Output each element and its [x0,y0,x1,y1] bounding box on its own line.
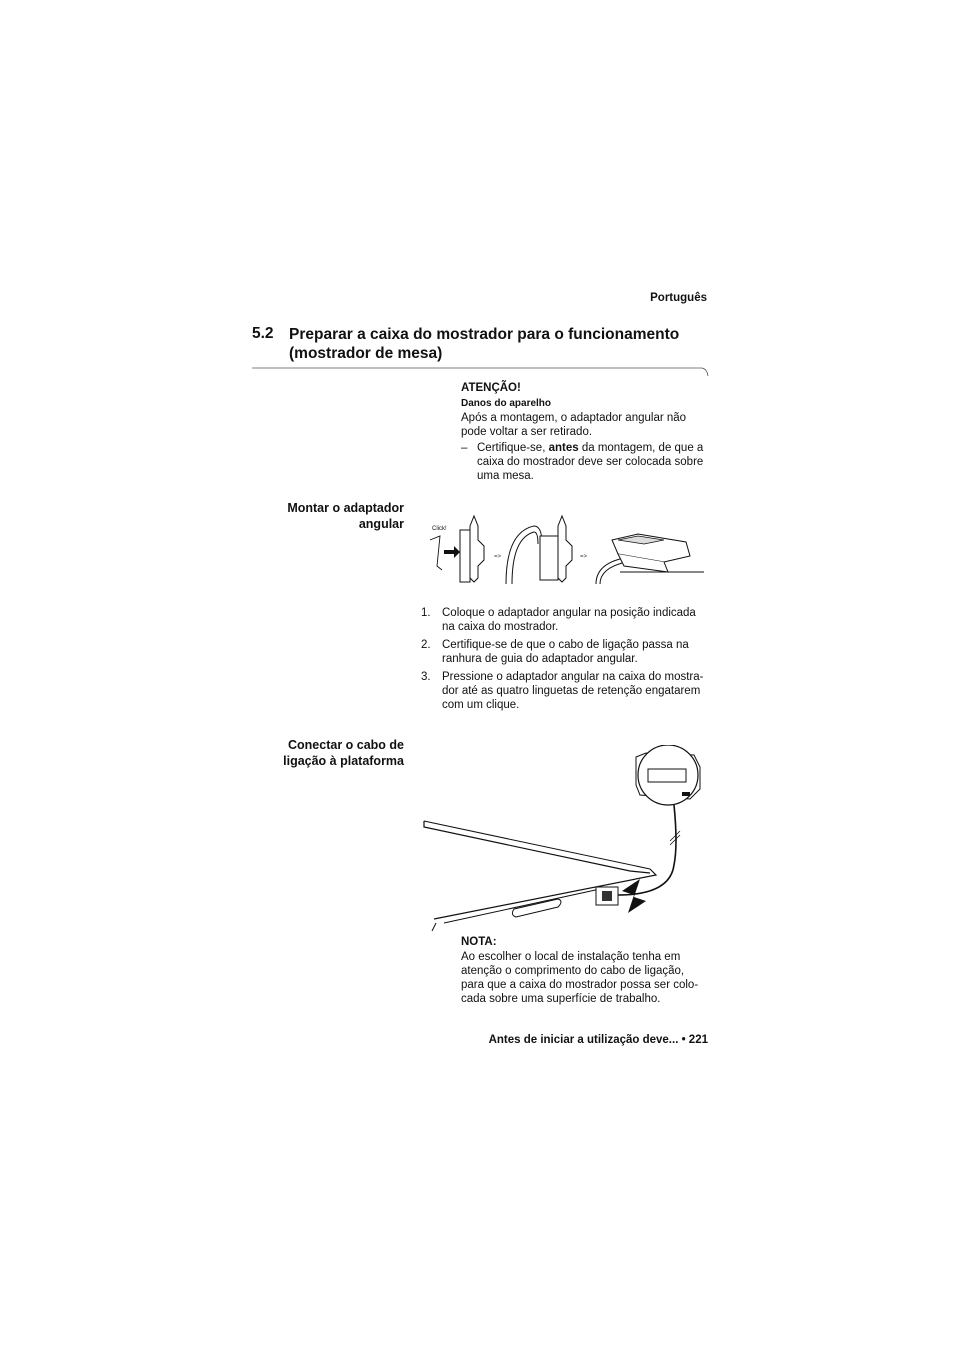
section-number: 5.2 [252,325,274,342]
bullet-line-2: caixa do mostrador deve ser colocada sobre [477,456,704,468]
section-title-line-2: (mostrador de mesa) [289,345,443,362]
list-item [421,606,713,634]
step-number: 3. [421,671,431,683]
platform-top-edge [424,821,650,873]
attention-bullet [461,441,711,483]
list-item [421,638,713,666]
connect-cable-heading [252,737,404,769]
bullet-bold-word: antes [548,442,579,454]
display-housing-side-1 [470,516,484,582]
bullet-line-3: uma mesa. [477,470,534,482]
step-text-line: dor até as quatro linguetas de retenção engatarem [442,685,701,697]
attention-subheading: Danos do aparelho [461,398,552,409]
section-title-line-1: Preparar a caixa do mostrador para o funcionamento [289,326,680,343]
step-text-line: com um clique. [442,699,520,711]
cable-to-display-inner [600,562,626,584]
connect-cable-heading-line-1: Conectar o cabo de [288,738,404,752]
note-line-4: cada sobre uma superfície de trabalho. [461,993,661,1005]
step-number: 2. [421,639,431,651]
bullet-dash: – [461,442,468,454]
connection-cable [618,805,676,895]
connect-cable-heading-line-2: ligação à plataforma [283,754,404,768]
note-line-3: para que a caixa do mostrador possa ser colo- [461,979,699,991]
note-line-1: Ao escolher o local de instalação tenha em [461,951,681,963]
bullet-text-before: Certifique-se, [477,442,549,454]
step-text-line: Certifique-se de que o cabo de ligação passa na [442,639,689,651]
step-arrow-1: => [494,554,502,560]
note-heading: NOTA: [461,936,497,948]
step-number: 1. [421,607,431,619]
adapter-mounting-figure [424,510,706,586]
bullet-text-after: da montagem, de que a [578,442,704,454]
display-screen-icon [648,769,686,782]
step-text-line: na caixa do mostrador. [442,621,559,633]
display-housing-side-2 [558,516,572,582]
attention-text-line-1: Após a montagem, o adaptador angular não [461,412,687,424]
attention-text-line-2: pode voltar a ser retirado. [461,426,593,438]
platform-cable-figure [420,745,710,935]
section-divider [252,367,712,379]
step-text-line: ranhura de guia do adaptador angular. [442,653,638,665]
note-text [461,950,711,1006]
adapter-part-icon [430,536,442,570]
push-arrow-icon [444,546,460,558]
mount-adapter-heading-line-1: Montar o adaptador [287,501,404,515]
page-footer: Antes de iniciar a utilização deve... • 221 [488,1034,708,1046]
display-back-plate-2 [540,536,558,580]
section-title [289,325,729,363]
step-text-line: Coloque o adaptador angular na posição indicada [442,607,696,619]
platform-front-edge [434,869,656,919]
mount-adapter-heading-line-2: angular [358,517,404,531]
mount-adapter-heading [252,500,404,532]
attention-heading: ATENÇÃO! [461,382,521,394]
attention-text [461,411,709,439]
insert-arrow-icon [622,879,646,913]
bullet-line-1 [477,441,703,455]
step-arrow-2: => [580,554,588,560]
mounting-steps-list [421,606,713,716]
step-text-line: Pressione o adaptador angular na caixa do mostra- [442,671,704,683]
display-back-plate-1 [460,530,470,582]
list-item [421,670,713,712]
cable-curve-inner [512,532,538,584]
note-line-2: atenção o comprimento do cabo de ligação, [461,965,685,977]
click-label: Click! [432,526,447,532]
language-label: Português [650,292,707,304]
